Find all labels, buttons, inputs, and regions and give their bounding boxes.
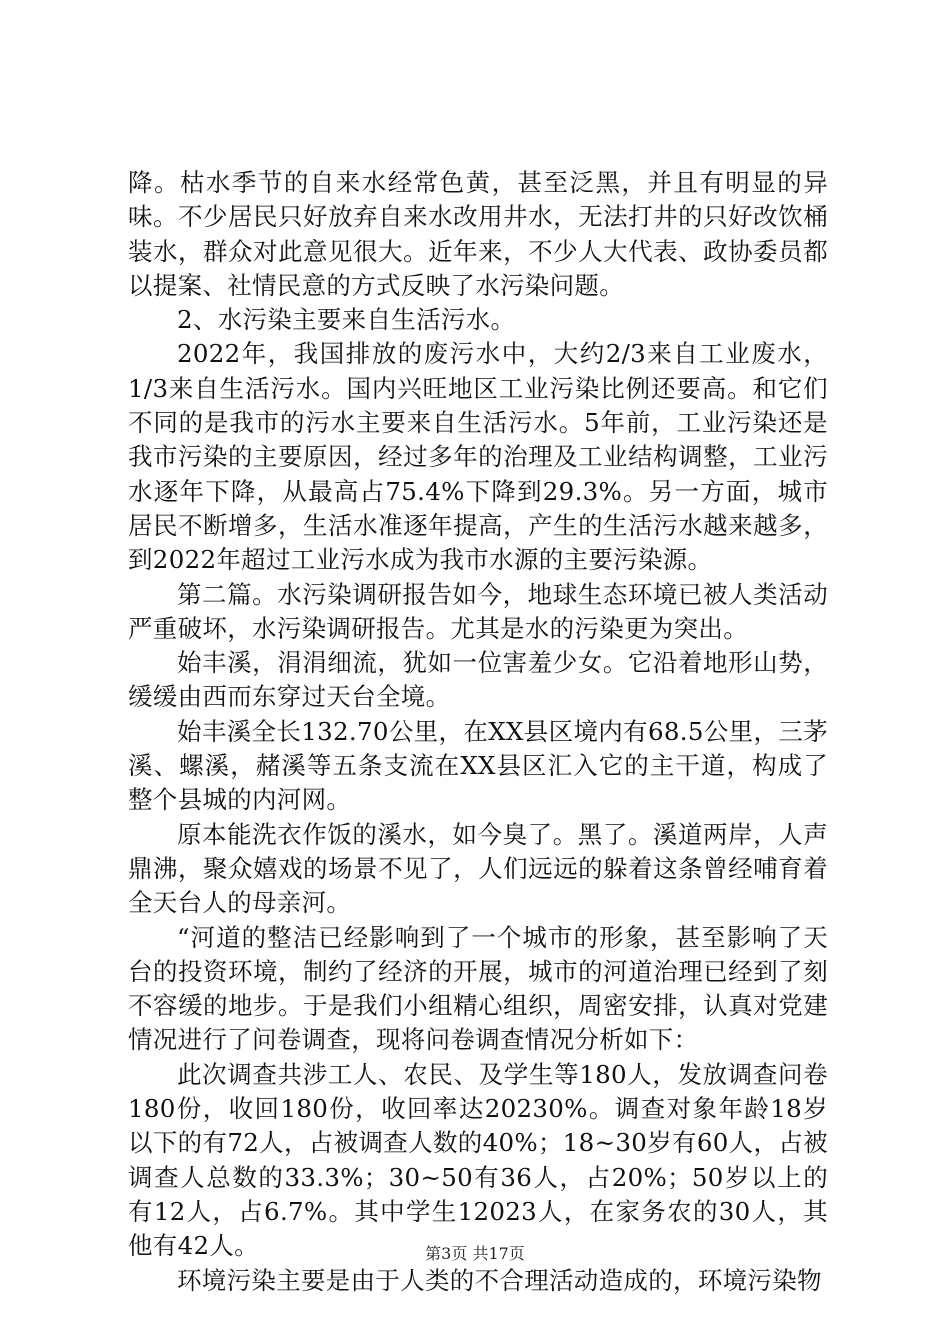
page-number: 第3页 共17页 — [425, 1244, 525, 1263]
paragraph: 降。枯水季节的自来水经常色黄，甚至泛黑，并且有明显的异味。不少居民只好放弃自来水改用井水，无法打井的只好改饮桶装水，群众对此意见很大。近年来，不少人大代表、政协委员都以提案、社情民意的方式反映了水污染问题。 — [128, 168, 828, 300]
paragraph: 始丰溪，涓涓细流，犹如一位害羞少女。它沿着地形山势，缓缓由西而东穿过天台全境。 — [128, 648, 828, 712]
page-footer — [0, 1241, 950, 1264]
paragraph: 2、水污染主要来自生活污水。 — [177, 305, 516, 335]
document-body — [128, 166, 828, 1298]
paragraph: 此次调查共涉工人、农民、及学生等180人，发放调查问卷180份，收回180份，收回率达20230%。调查对象年龄18岁以下的有72人，占被调查人数的40%；18~30岁有60人，占被调查人总数的33.3%；30~50有36人，占20%；50岁以上的有12人，占6.7%。其中学生12023人，在家务农的30人，其他有42人。 — [128, 1059, 828, 1261]
paragraph: 2022年，我国排放的废污水中，大约2/3来自工业废水，1/3来自生活污水。国内兴旺地区工业污染比例还要高。和它们不同的是我市的污水主要来自生活污水。5年前，工业污染还是我市污染的主要原因，经过多年的治理及工业结构调整，工业污水逐年下降，从最高占75.4%下降到29.3%。另一方面，城市居民不断增多，生活水准逐年提高，产生的生活污水越来越多，到2022年超过工业污水成为我市水源的主要污染源。 — [128, 339, 828, 575]
paragraph: “河道的整洁已经影响到了一个城市的形象，甚至影响了天台的投资环境，制约了经济的开展，城市的河道治理已经到了刻不容缓的地步。于是我们小组精心组织，周密安排，认真对党建情况进行了问卷调查，现将问卷调查情况分析如下： — [128, 922, 828, 1055]
paragraph: 始丰溪全长132.70公里，在XX县区境内有68.5公里，三茅溪、螺溪，赭溪等五条支流在XX县区汇入它的主干道，构成了整个县城的内河网。 — [128, 716, 828, 815]
paragraph: 环境污染主要是由于人类的不合理活动造成的，环境污染物 — [177, 1265, 822, 1295]
paragraph: 原本能洗衣作饭的溪水，如今臭了。黑了。溪道两岸，人声鼎沸，聚众嬉戏的场景不见了，人们远远的躲着这条曾经哺育着全天台人的母亲河。 — [128, 819, 828, 918]
paragraph: 第二篇。水污染调研报告如今，地球生态环境已被人类活动严重破坏，水污染调研报告。尤其是水的污染更为突出。 — [128, 579, 828, 643]
